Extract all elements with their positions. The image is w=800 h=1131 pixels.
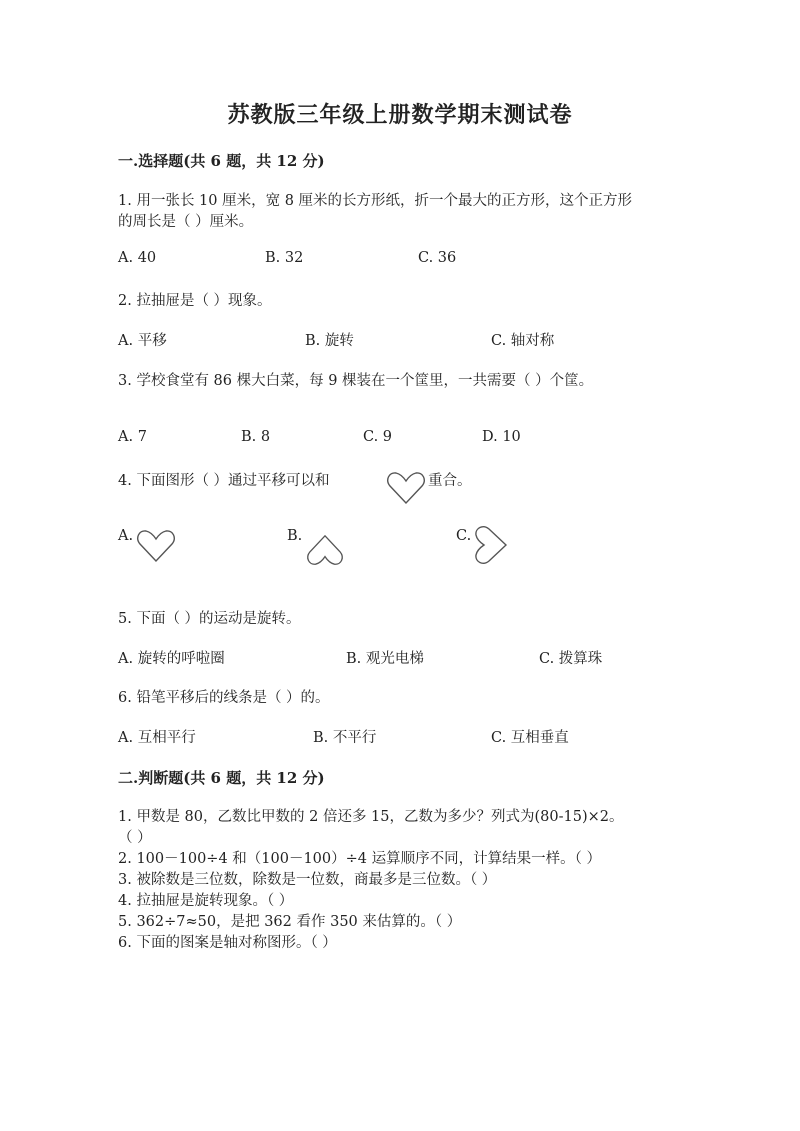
question-1-option-b: B. 32 <box>265 250 304 266</box>
question-2-option-b: B. 旋转 <box>305 333 354 349</box>
page-title: 苏教版三年级上册数学期末测试卷 <box>227 102 573 128</box>
question-4-option-b: B. <box>287 528 303 544</box>
judgment-item: 4. 拉抽屉是旋转现象。（ ） <box>118 893 294 909</box>
question-6-line-1: 6. 铅笔平移后的线条是（ ）的。 <box>118 690 330 706</box>
question-1-line-2: 的周长是（ ）厘米。 <box>118 214 254 230</box>
question-4-option-a: A. <box>118 528 134 544</box>
section-heading-judgment: 二.判断题(共 6 题，共 12 分) <box>118 769 325 787</box>
question-2-option-a: A. 平移 <box>118 333 167 349</box>
heart-outline-icon <box>471 525 511 565</box>
heart-outline-icon <box>386 470 426 506</box>
question-4-line-1b: 重合。 <box>428 473 472 489</box>
question-5-option-b: B. 观光电梯 <box>346 651 424 667</box>
question-6-option-b: B. 不平行 <box>313 730 377 746</box>
question-4-line-1a: 4. 下面图形（ ）通过平移可以和 <box>118 473 330 489</box>
judgment-item: 2. 100－100÷4 和（100－100）÷4 运算顺序不同，计算结果一样。（ ） <box>118 851 601 867</box>
judgment-item: 3. 被除数是三位数，除数是一位数，商最多是三位数。（ ） <box>118 872 497 888</box>
question-3-option-a: A. 7 <box>118 429 147 445</box>
question-3-option-d: D. 10 <box>482 429 521 445</box>
question-1-option-c: C. 36 <box>418 250 457 266</box>
question-1-line-1: 1. 用一张长 10 厘米，宽 8 厘米的长方形纸，折一个最大的正方形，这个正方形 <box>118 193 633 209</box>
question-3-option-c: C. 9 <box>363 429 393 445</box>
question-6-option-c: C. 互相垂直 <box>491 730 569 746</box>
question-4-option-c: C. <box>456 528 472 544</box>
question-6-option-a: A. 互相平行 <box>118 730 196 746</box>
section-heading-choice: 一.选择题(共 6 题，共 12 分) <box>118 152 325 170</box>
heart-outline-icon <box>304 533 346 567</box>
judgment-item: 5. 362÷7≈50，是把 362 看作 350 来估算的。（ ） <box>118 914 462 930</box>
judgment-item: 1. 甲数是 80，乙数比甲数的 2 倍还多 15，乙数为多少？列式为(80-15)×2。 <box>118 809 624 825</box>
question-5-line-1: 5. 下面（ ）的运动是旋转。 <box>118 611 301 627</box>
question-2-line-1: 2. 拉抽屉是（ ）现象。 <box>118 293 272 309</box>
heart-outline-icon <box>136 528 176 564</box>
judgment-item: 6. 下面的图案是轴对称图形。（ ） <box>118 935 337 951</box>
question-3-line-1: 3. 学校食堂有 86 棵大白菜，每 9 棵装在一个筐里，一共需要（ ）个筐。 <box>118 373 594 389</box>
question-1-option-a: A. 40 <box>118 250 157 266</box>
question-2-option-c: C. 轴对称 <box>491 333 555 349</box>
question-5-option-c: C. 拨算珠 <box>539 651 603 667</box>
question-5-option-a: A. 旋转的呼啦圈 <box>118 651 225 667</box>
question-3-option-b: B. 8 <box>241 429 271 445</box>
judgment-item: （ ） <box>118 830 152 846</box>
